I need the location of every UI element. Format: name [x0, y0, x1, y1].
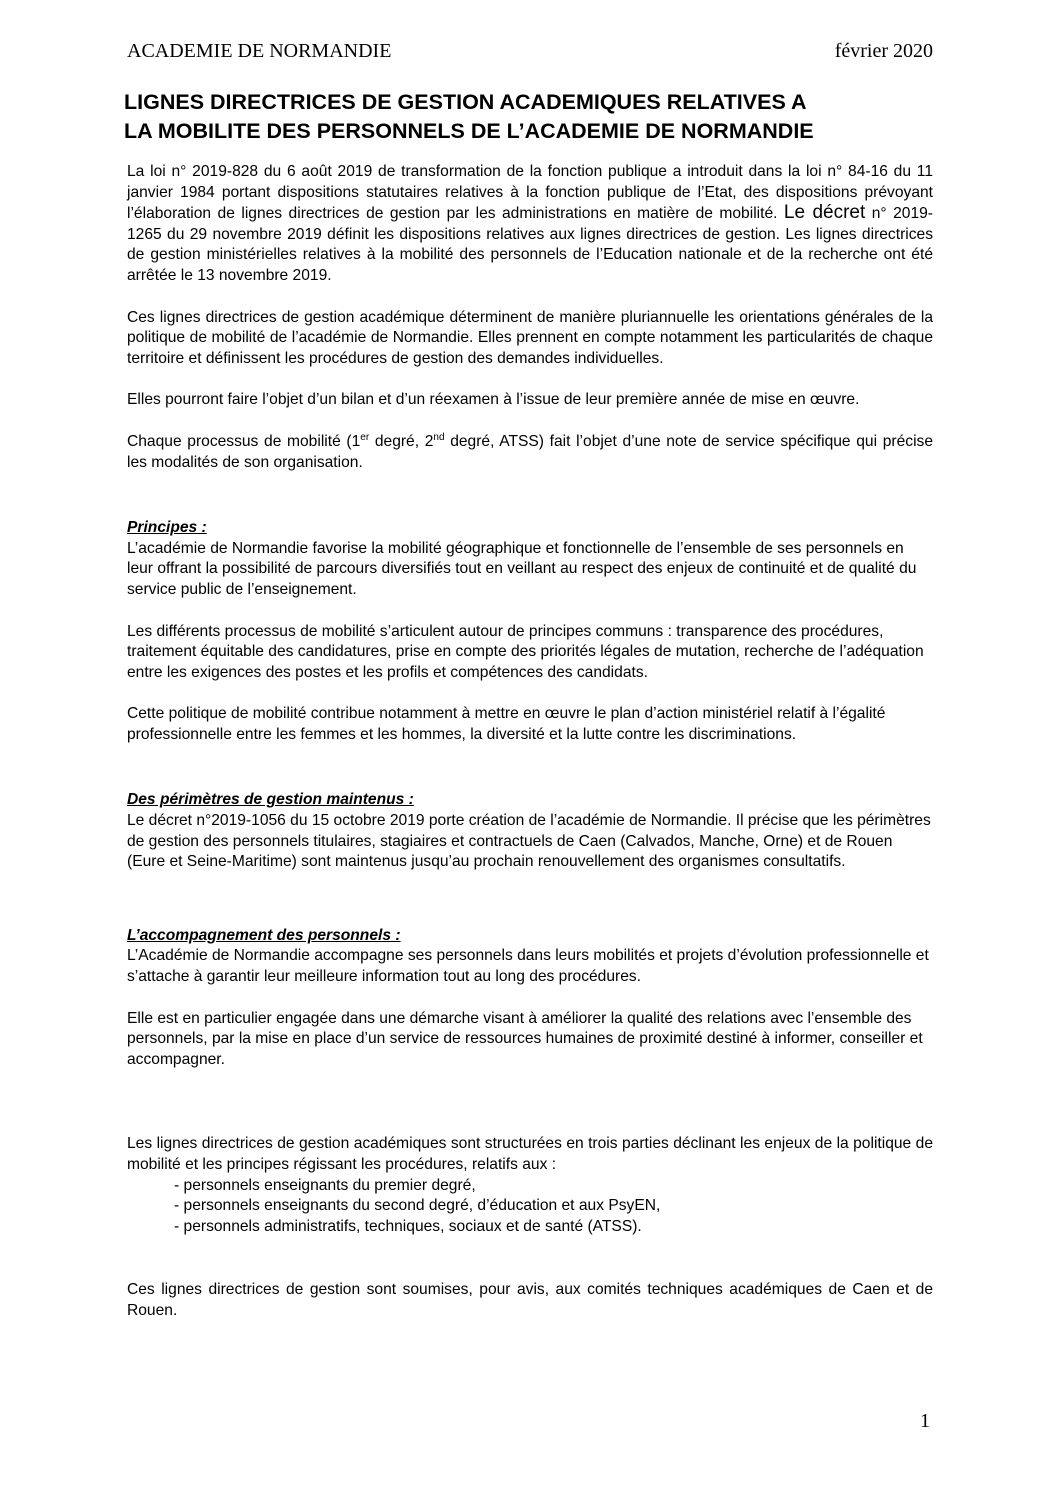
principes-paragraph-3: Cette politique de mobilité contribue notamment à mettre en œuvre le plan d’action ministériel relatif à l’égalité professionnelle entre les femmes et les hommes, la diversité et la lutte contre les discriminations.	[127, 705, 886, 743]
accompagnement-paragraph-1: L’Académie de Normandie accompagne ses personnels dans leurs mobilités et projets d’évolution professionnelle et s’attache à garantir leur meilleure information tout au long des procédures.	[127, 947, 929, 986]
structure-paragraph-2: Ces lignes directrices de gestion sont soumises, pour avis, aux comités techniques académiques de Caen et de Rouen.	[127, 1281, 933, 1319]
document-title-line-2: LA MOBILITE DES PERSONNELS DE L’ACADEMIE DE NORMANDIE	[124, 119, 814, 143]
document-body	[127, 162, 933, 1343]
intro-text-b: n° 2019-1265 du 29 novembre 2019 définit les dispositions relatives aux lignes directrices de gestion. Les lignes directrices de gestion ministérielles relatives à la mobilité des personnels de l’Education nationale et de la recherche ont été arrêtée le 13 novembre 2019.	[127, 205, 933, 284]
intro-p4-c: degré, ATSS) fait l’objet d’une note de service spécifique qui précise les modalités de son organisation.	[127, 432, 933, 471]
intro-text-a: La loi n° 2019-828 du 6 août 2019 de transformation de la fonction publique a introduit dans la loi n° 84-16 du 11 janvier 1984 portant dispositions statutaires relatives à la fonction publique de l’Etat, des dispositions prévoyant l’élaboration de lignes directrices de gestion par les administrations en matière de mobilité.	[127, 163, 933, 223]
intro-paragraph-2: Ces lignes directrices de gestion académique déterminent de manière pluriannuelle les orientations générales de la politique de mobilité de l’académie de Normandie. Elles prennent en compte notamment les particularités de chaque territoire et définissent les procédures de gestion des demandes individuelles.	[127, 308, 933, 367]
header-academy-name: ACADEMIE DE NORMANDIE	[127, 40, 392, 62]
list-item: - personnels enseignants du premier degré,	[174, 1176, 476, 1194]
perimetres-heading: Des périmètres de gestion maintenus :	[127, 791, 414, 809]
sup-er: er	[360, 431, 370, 443]
accompagnement-section	[127, 926, 933, 988]
sup-nd: nd	[433, 431, 445, 443]
structure-list	[127, 1176, 933, 1238]
list-item: - personnels administratifs, techniques, sociaux et de santé (ATSS).	[174, 1217, 642, 1235]
principes-paragraph-1: L’académie de Normandie favorise la mobilité géographique et fonctionnelle de l’ensemble de ses personnels en leur offrant la possibilité de parcours diversifiés tout en veillant au respect des enjeux de continuité et de qualité du service public de l’enseignement.	[127, 539, 917, 598]
perimetres-paragraph-1: Le décret n°2019-1056 du 15 octobre 2019 porte création de l’académie de Normandie. Il précise que les périmètres de gestion des personnels titulaires, stagiaires et contractuels de Caen (Calvados, Manche, Orne) et de Rouen (Eure et Seine-Maritime) sont maintenus jusqu’au prochain renouvellement des organismes consultatifs.	[127, 812, 931, 871]
page-header	[127, 36, 933, 66]
intro-p4-b: degré, 2	[369, 432, 434, 450]
intro-paragraph-3: Elles pourront faire l’objet d’un bilan et d’un réexamen à l’issue de leur première année de mise en œuvre.	[127, 391, 860, 409]
page-number: 1	[920, 1410, 930, 1432]
principes-paragraph-2: Les différents processus de mobilité s’articulent autour de principes communs : transparence des procédures, traitement équitable des candidatures, prise en compte des priorités légales de mutation, recherche de l’adéquation entre les exigences des postes et les profils et compétences des candidats.	[127, 622, 924, 681]
accompagnement-paragraph-2: Elle est en particulier engagée dans une démarche visant à améliorer la qualité des relations avec l’ensemble des personnels, par la mise en place d’un service de ressources humaines de proximité destiné à informer, conseiller et accompagner.	[127, 1009, 923, 1068]
document-title-line-1: LIGNES DIRECTRICES DE GESTION ACADEMIQUES RELATIVES A	[124, 90, 807, 114]
principes-heading: Principes :	[127, 519, 207, 537]
principes-section	[127, 518, 933, 600]
perimetres-section	[127, 790, 933, 872]
accompagnement-heading: L’accompagnement des personnels :	[127, 926, 401, 944]
intro-decret-large: Le décret	[783, 202, 866, 224]
intro-paragraph-1	[127, 162, 933, 287]
list-item: - personnels enseignants du second degré, d’éducation et aux PsyEN,	[174, 1197, 661, 1215]
header-date: février 2020	[834, 40, 933, 62]
structure-paragraph-1: Les lignes directrices de gestion académiques sont structurées en trois parties déclinant les enjeux de la politique de mobilité et les principes régissant les procédures, relatifs aux :	[127, 1135, 933, 1173]
intro-paragraph-4	[127, 432, 933, 473]
intro-p4-a: Chaque processus de mobilité (1	[127, 432, 361, 450]
document-title	[124, 88, 934, 146]
